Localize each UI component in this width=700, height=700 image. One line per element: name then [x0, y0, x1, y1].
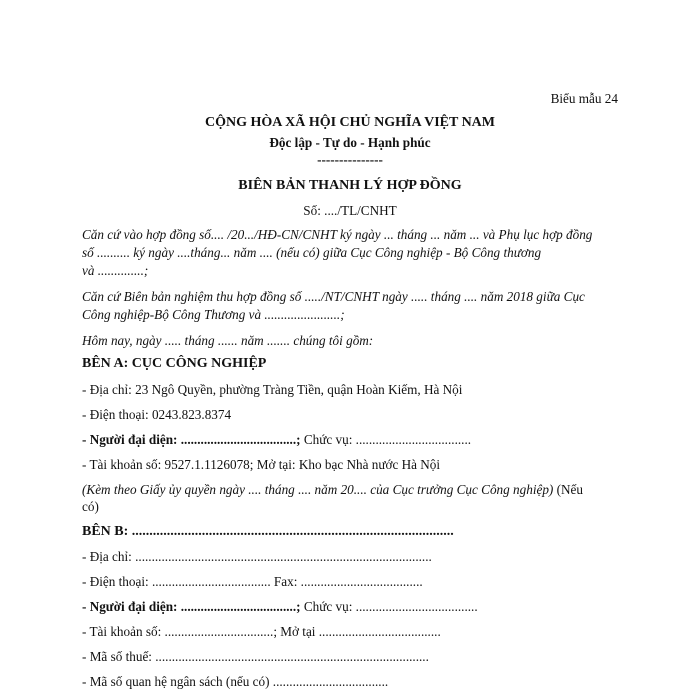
party-a-note-tail: (Nếu [553, 482, 583, 497]
party-a-heading: BÊN A: CỤC CÔNG NGHIỆP [82, 356, 267, 371]
country-name: CỘNG HÒA XÃ HỘI CHỦ NGHĨA VIỆT NAM [204, 115, 495, 130]
preamble-1-line-1: Căn cứ vào hợp đồng số.... /20.../HĐ-CN/CNHT ký ngày ... tháng ... năm ... và Phụ lục hợp đồng [82, 227, 593, 242]
preamble-2-line-1: Căn cứ Biên bản nghiệm thu hợp đồng số ...../NT/CNHT ngày ..... tháng .... năm 2018 giữa Cục [82, 289, 585, 304]
document-title: BIÊN BẢN THANH LÝ HỢP ĐỒNG [238, 178, 462, 193]
party-b-representative [82, 598, 478, 615]
preamble-2-line-2: Công nghiệp-Bộ Công Thương và .......................; [82, 307, 345, 322]
preamble-3: Hôm nay, ngày ..... tháng ...... năm ....... chúng tôi gồm: [82, 333, 374, 348]
party-b-address: - Địa chỉ: .......................................................................................... [82, 549, 432, 564]
party-b-account: - Tài khoản số: .................................; Mở tại ..................................... [82, 624, 441, 639]
motto: Độc lập - Tự do - Hạnh phúc [269, 135, 431, 150]
party-a-representative [82, 431, 471, 448]
party-a-account: - Tài khoản số: 9527.1.1126078; Mở tại: Kho bạc Nhà nước Hà Nội [82, 457, 441, 472]
party-a-note-italic: (Kèm theo Giấy ủy quyền ngày .... tháng .... năm 20.... của Cục trưởng Cục Công nghiệp) [82, 482, 554, 497]
preamble-1-line-2: số .......... ký ngày ....tháng... năm .... (nếu có) giữa Cục Công nghiệp - Bộ Công thương [82, 245, 542, 260]
form-number: Biểu mẫu 24 [550, 91, 618, 106]
party-a-phone: - Điện thoại: 0243.823.8374 [82, 407, 232, 422]
party-a-address: - Địa chỉ: 23 Ngô Quyền, phường Tràng Tiền, quận Hoàn Kiếm, Hà Nội [82, 382, 463, 397]
header-separator: --------------- [317, 152, 383, 167]
party-b-phone: - Điện thoại: .................................... Fax: ..................................... [82, 574, 423, 589]
party-a-note [82, 481, 583, 498]
party-b-tax-code: - Mã số thuế: ................................................................................... [82, 649, 429, 664]
party-a-rep-label: - Người đại diện: ...................................; [82, 432, 301, 447]
party-b-rep-title: Chức vụ: ..................................... [300, 599, 478, 614]
party-a-rep-title: Chức vụ: ................................... [300, 432, 472, 447]
preamble-1-line-3: và ..............; [82, 263, 149, 278]
party-b-heading: BÊN B: ............................................................................................ [82, 524, 454, 539]
party-a-note-line-2: có) [82, 499, 99, 514]
party-b-rep-label: - Người đại diện: ...................................; [82, 599, 301, 614]
party-b-budget-code: - Mã số quan hệ ngân sách (nếu có) ................................... [82, 674, 389, 689]
document-number: Số: ..../TL/CNHT [303, 203, 397, 218]
